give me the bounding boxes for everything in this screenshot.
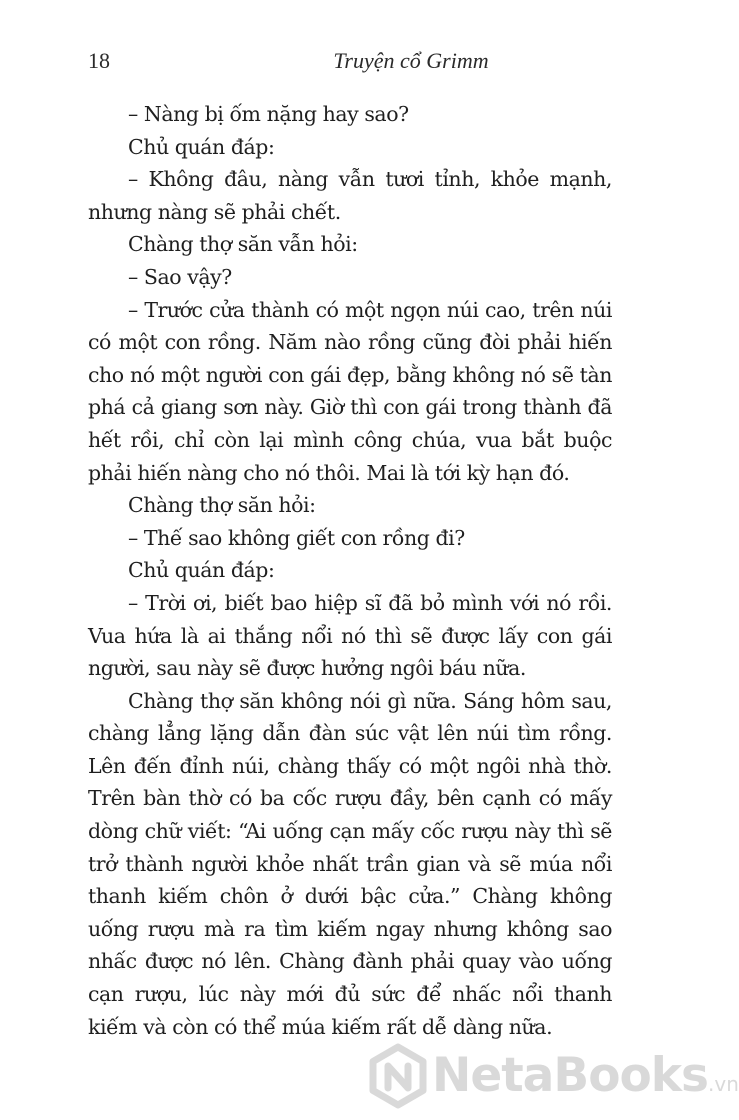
watermark-brand: NetaBooks [432, 1048, 709, 1103]
page-number: 18 [88, 48, 110, 73]
paragraph: Chủ quán đáp: [128, 558, 275, 583]
body-text [88, 98, 612, 1043]
paragraph: Chàng thợ săn hỏi: [128, 493, 316, 518]
paragraph: Chủ quán đáp: [128, 134, 275, 159]
netabooks-logo-icon [366, 1044, 430, 1108]
netabooks-watermark [364, 1038, 739, 1120]
paragraph: Chàng thợ săn không nói gì nữa. Sáng hôm sau, chàng lẳng lặng dẫn đàn súc vật lên núi tìm rồng. Lên đến đỉnh núi, chàng thấy có một ngôi nhà thờ. Trên bàn thờ có ba cốc rượu đầy, bên cạnh có mấy dòng chữ viết: “Ai uống cạn mấy cốc rượu này thì sẽ trở thành người khỏe nhất trần gian và sẽ múa nổi thanh kiếm chôn ở dưới bậc cửa.” Chàng không uống rượu mà ra tìm kiếm ngay nhưng không sao nhấc được nó lên. Chàng đành phải quay vào uống cạn rượu, lúc này mới đủ sức để nhấc nổi thanh kiếm và còn có thể múa kiếm rất dễ dàng nữa. [88, 688, 612, 1039]
running-title: Truyện cổ Grimm [333, 48, 489, 73]
paragraph: – Thế sao không giết con rồng đi? [128, 525, 465, 550]
paragraph: – Sao vậy? [128, 264, 232, 289]
watermark-text [432, 1044, 739, 1116]
page-header [88, 48, 614, 74]
paragraph: – Trước cửa thành có một ngọn núi cao, trên núi có một con rồng. Năm nào rồng cũng đòi phải hiến cho nó một người con gái đẹp, bằng không nó sẽ tàn phá cả giang sơn này. Giờ thì con gái trong thành đã hết rồi, chỉ còn lại mình công chúa, vua bắt buộc phải hiến nàng cho nó thôi. Mai là tới kỳ hạn đó. [88, 297, 612, 485]
paragraph: – Không đâu, nàng vẫn tươi tỉnh, khỏe mạnh, nhưng nàng sẽ phải chết. [88, 167, 612, 224]
paragraph: – Trời ơi, biết bao hiệp sĩ đã bỏ mình với nó rồi. Vua hứa là ai thắng nổi nó thì sẽ được lấy con gái người, sau này sẽ được hưởng ngôi báu nữa. [88, 590, 612, 681]
paragraph: Chàng thợ săn vẫn hỏi: [128, 232, 358, 257]
paragraph: – Nàng bị ốm nặng hay sao? [128, 102, 409, 126]
watermark-suffix: .vn [708, 1072, 739, 1096]
